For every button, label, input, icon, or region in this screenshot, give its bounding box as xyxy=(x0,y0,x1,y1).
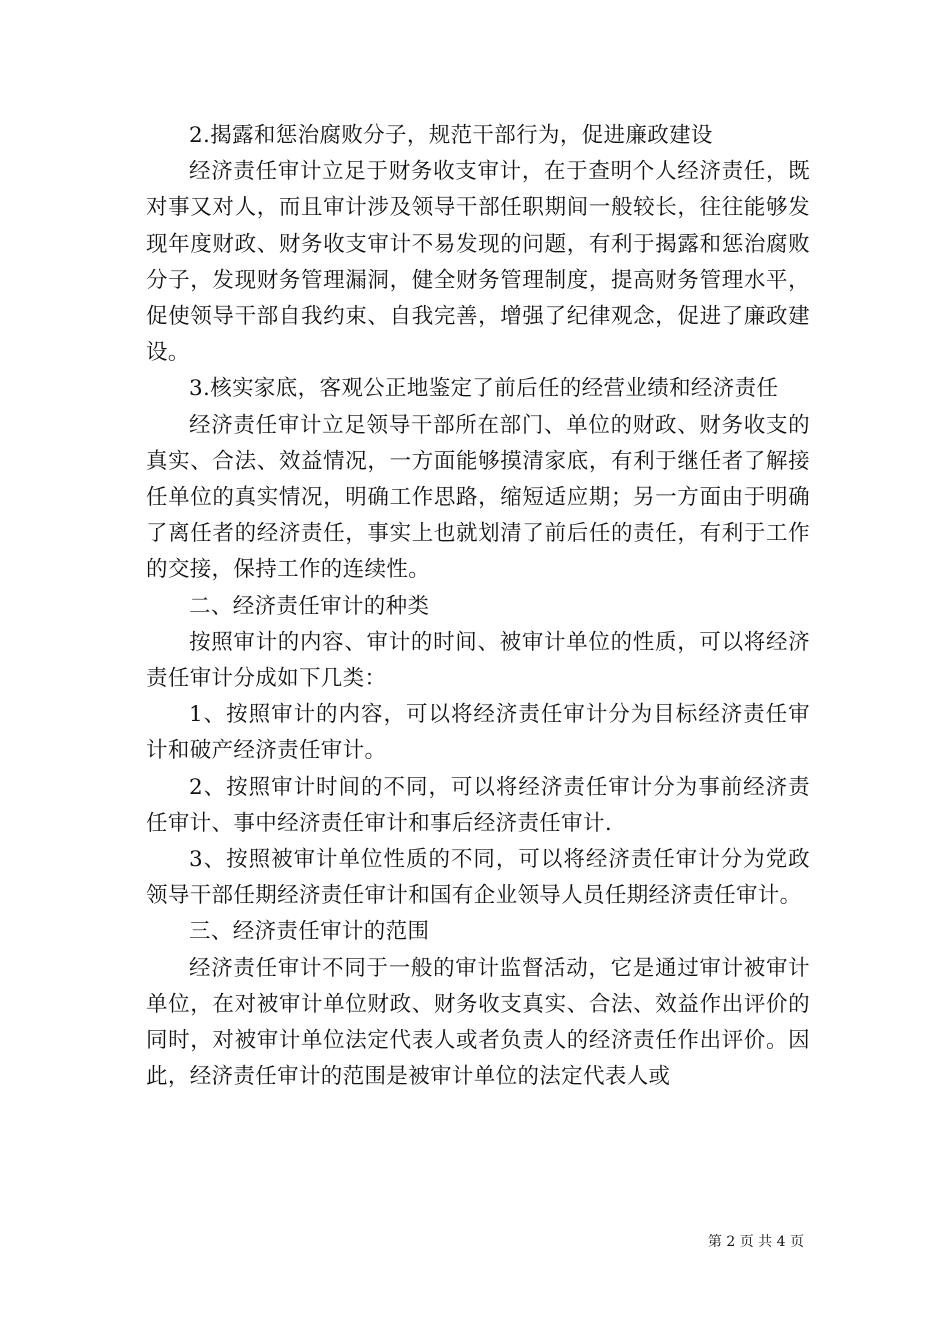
page-indicator: 第 2 页 共 4 页 xyxy=(707,1234,804,1250)
section-heading-types: 二、经济责任审计的种类 xyxy=(189,593,430,619)
list-item-3: 3、按照被审计单位性质的不同，可以将经济责任审计分为党政领导干部任期经济责任审计和国有企业领导人员任期经济责任审计。 xyxy=(146,847,810,909)
document-body xyxy=(146,118,810,1095)
paragraph-heading-2: 2.揭露和惩治腐败分子，规范干部行为，促进廉政建设 xyxy=(189,123,713,148)
paragraph-body: 经济责任审计不同于一般的审计监督活动，它是通过审计被审计单位，在对被审计单位财政、财务收支真实、合法、效益作出评价的同时，对被审计单位法定代表人或者负责人的经济责任作出评价。因此，经济责任审计的范围是被审计单位的法定代表人或 xyxy=(146,955,810,1090)
list-item-2: 2、按照审计时间的不同，可以将经济责任审计分为事前经济责任审计、事中经济责任审计和事后经济责任审计. xyxy=(146,774,810,836)
paragraph-body: 经济责任审计立足领导干部所在部门、单位的财政、财务收支的真实、合法、效益情况，一方面能够摸清家底，有利于继任者了解接任单位的真实情况，明确工作思路，缩短适应期；另一方面由于明确了离任者的经济责任，事实上也就划清了前后任的责任，有利于工作的交接，保持工作的连续性。 xyxy=(146,412,810,583)
paragraph-body: 按照审计的内容、审计的时间、被审计单位的性质，可以将经济责任审计分成如下几类： xyxy=(146,629,810,692)
list-item-1: 1、按照审计的内容，可以将经济责任审计分为目标经济责任审计和破产经济责任审计。 xyxy=(146,702,810,764)
paragraph-heading-3: 3.核实家底，客观公正地鉴定了前后任的经营业绩和经济责任 xyxy=(189,376,779,402)
paragraph-body: 经济责任审计立足于财务收支审计，在于查明个人经济责任，既对事又对人，而且审计涉及领导干部任职期间一般较长，往往能够发现年度财政、财务收支审计不易发现的问题，有利于揭露和惩治腐败分子，发现财务管理漏洞，健全财务管理制度，提高财务管理水平，促使领导干部自我约束、自我完善，增强了纪律观念，促进了廉政建设。 xyxy=(146,159,810,366)
section-heading-scope: 三、经济责任审计的范围 xyxy=(189,919,430,945)
